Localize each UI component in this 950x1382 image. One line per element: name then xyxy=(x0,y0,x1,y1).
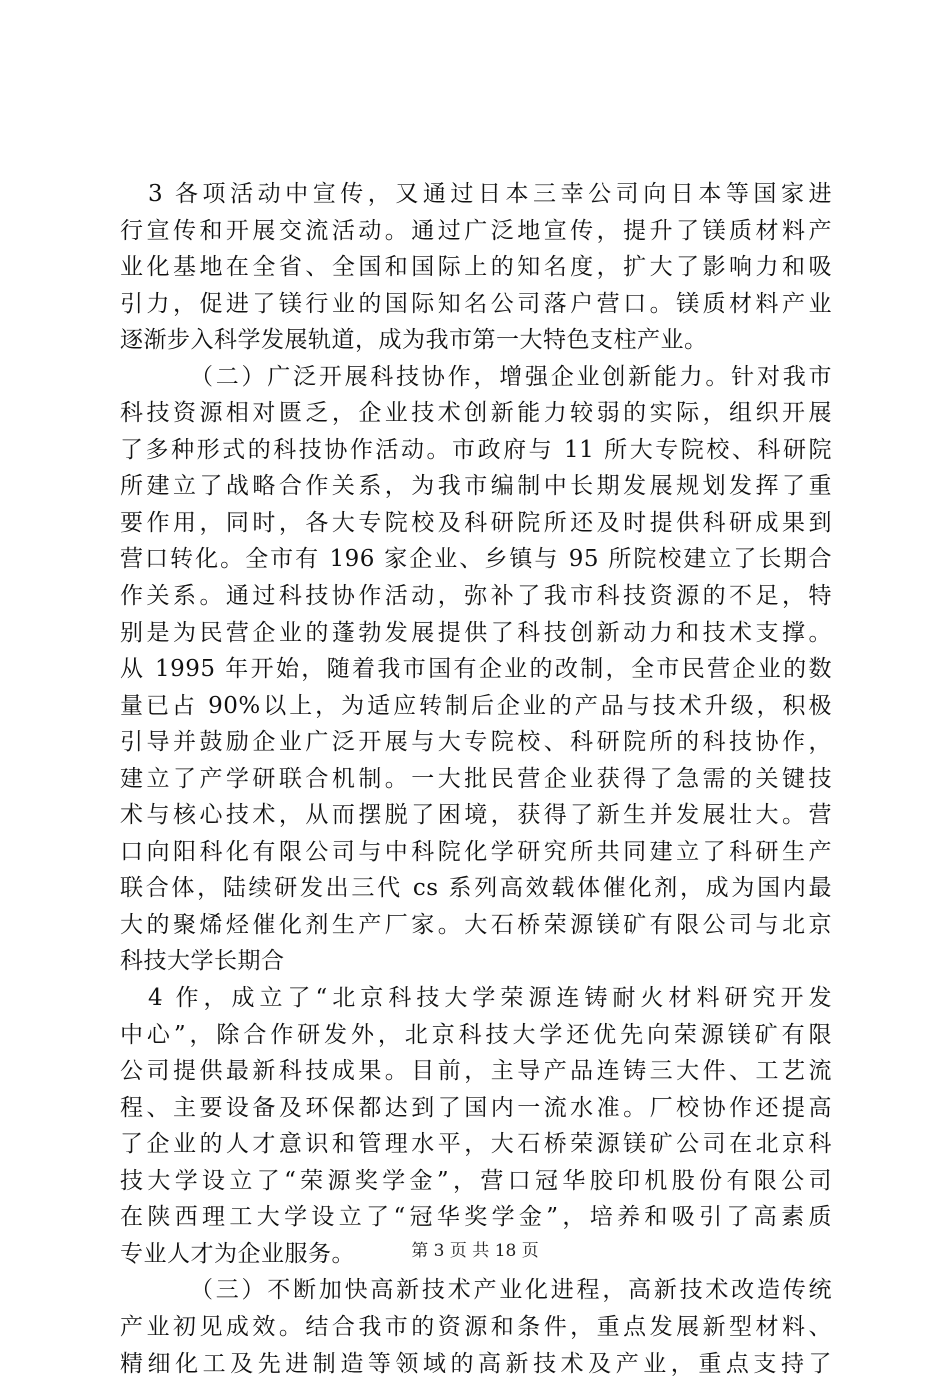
text-line: 引力，促进了镁行业的国际知名公司落户营口。镁质材料产业 xyxy=(120,286,832,323)
text-line: 营口转化。全市有 196 家企业、乡镇与 95 所院校建立了长期合 xyxy=(120,541,832,578)
page-footer: 第 3 页 共 18 页 xyxy=(0,1236,950,1261)
text-line: 建立了产学研联合机制。一大批民营企业获得了急需的关键技 xyxy=(120,761,832,798)
text-line: 逐渐步入科学发展轨道，成为我市第一大特色支柱产业。 xyxy=(120,322,832,359)
text-line: 技大学设立了“荣源奖学金”，营口冠华胶印机股份有限公司 xyxy=(120,1163,832,1200)
text-line: 作关系。通过科技协作活动，弥补了我市科技资源的不足，特 xyxy=(120,578,832,615)
text-line: 行宣传和开展交流活动。通过广泛地宣传，提升了镁质材料产 xyxy=(120,213,832,250)
text-line: 引导并鼓励企业广泛开展与大专院校、科研院所的科技协作， xyxy=(120,724,832,761)
text-line: 了企业的人才意识和管理水平，大石桥荣源镁矿公司在北京科 xyxy=(120,1126,832,1163)
text-line: 3 各项活动中宣传，又通过日本三幸公司向日本等国家进 xyxy=(120,176,832,213)
text-line: 中心”，除合作研发外，北京科技大学还优先向荣源镁矿有限 xyxy=(120,1017,832,1054)
text-line: 产业初见成效。结合我市的资源和条件，重点发展新型材料、 xyxy=(120,1309,832,1346)
text-line: 精细化工及先进制造等领域的高新技术及产业，重点支持了 xyxy=(120,1346,832,1382)
body-text xyxy=(120,176,832,1382)
text-line: 大的聚烯烃催化剂生产厂家。大石桥荣源镁矿有限公司与北京 xyxy=(120,907,832,944)
text-line: 业化基地在全省、全国和国际上的知名度，扩大了影响力和吸 xyxy=(120,249,832,286)
text-line: 术与核心技术，从而摆脱了困境，获得了新生并发展壮大。营 xyxy=(120,797,832,834)
text-line: 科技大学长期合 xyxy=(120,943,832,980)
text-line: （二）广泛开展科技协作，增强企业创新能力。针对我市 xyxy=(120,359,832,396)
text-line: 口向阳科化有限公司与中科院化学研究所共同建立了科研生产 xyxy=(120,834,832,871)
text-line: 科技资源相对匮乏，企业技术创新能力较弱的实际，组织开展 xyxy=(120,395,832,432)
text-line: 量已占 90%以上，为适应转制后企业的产品与技术升级，积极 xyxy=(120,688,832,725)
text-line: 了多种形式的科技协作活动。市政府与 11 所大专院校、科研院 xyxy=(120,432,832,469)
text-line: 联合体，陆续研发出三代 cs 系列高效载体催化剂，成为国内最 xyxy=(120,870,832,907)
text-line: 所建立了战略合作关系，为我市编制中长期发展规划发挥了重 xyxy=(120,468,832,505)
text-line: 要作用，同时，各大专院校及科研院所还及时提供科研成果到 xyxy=(120,505,832,542)
text-line: 别是为民营企业的蓬勃发展提供了科技创新动力和技术支撑。 xyxy=(120,615,832,652)
text-line: 从 1995 年开始，随着我市国有企业的改制，全市民营企业的数 xyxy=(120,651,832,688)
text-line: 专业人才为企业服务。 xyxy=(120,1236,832,1273)
text-line: 在陕西理工大学设立了“冠华奖学金”，培养和吸引了高素质 xyxy=(120,1199,832,1236)
text-line: 4 作，成立了“北京科技大学荣源连铸耐火材料研究开发 xyxy=(120,980,832,1017)
text-line: （三）不断加快高新技术产业化进程，高新技术改造传统 xyxy=(120,1272,832,1309)
text-line: 公司提供最新科技成果。目前，主导产品连铸三大件、工艺流 xyxy=(120,1053,832,1090)
text-line: 程、主要设备及环保都达到了国内一流水准。厂校协作还提高 xyxy=(120,1090,832,1127)
